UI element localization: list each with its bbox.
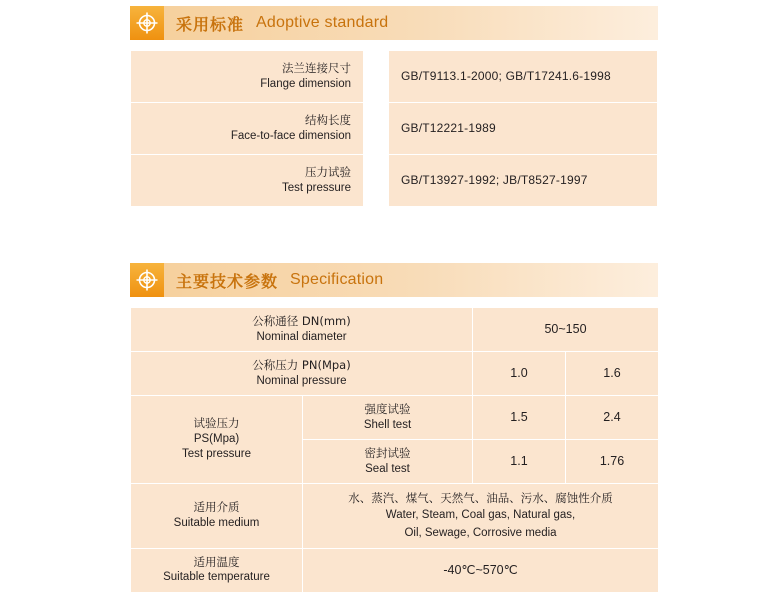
adoptive-standard-section [130,6,658,207]
label-en: Nominal pressure [256,374,347,387]
table-row [131,548,659,592]
label-en: Suitable temperature [163,571,270,584]
label-en: Suitable medium [173,517,260,529]
section-title-cn: 主要技术参数 [176,271,279,291]
row-label-seal-test [303,440,473,484]
label-en: Shell test [363,418,412,431]
column-gap [364,155,389,207]
label-cn: 强度试验 [364,402,411,417]
target-crosshair-icon [130,6,164,40]
value-nominal-diameter: 50~150 [473,308,659,352]
section-title-cn: 采用标准 [176,14,245,34]
table-row [131,308,659,352]
value-suitable-temperature: -40℃~570℃ [303,548,659,592]
section-header-standard [130,6,658,40]
row-label-flange [131,51,364,103]
column-gap [364,51,389,103]
value-seal-test-1: 1.1 [473,440,566,484]
value-seal-test-2: 1.76 [566,440,659,484]
row-label-nominal-pressure [131,352,473,396]
section-title-en: Adoptive standard [256,14,389,31]
label-en: Test pressure [281,181,351,194]
table-row [131,155,658,207]
value-nominal-pressure-2: 1.6 [566,352,659,396]
table-row [131,484,659,549]
adoptive-standard-table [130,50,658,207]
value-nominal-pressure-1: 1.0 [473,352,566,396]
row-label-suitable-temperature [131,548,303,592]
row-value-face-to-face: GB/T12221-1989 [389,103,658,155]
row-label-shell-test [303,396,473,440]
value-shell-test-1: 1.5 [473,396,566,440]
label-cn: 公称压力 PN(Mpa) [252,358,351,373]
label-en: Nominal diameter [256,330,347,343]
row-label-face-to-face [131,103,364,155]
table-row [131,51,658,103]
table-row [131,103,658,155]
label-en: Flange dimension [260,77,351,90]
label-cn: 适用介质 [193,500,240,515]
specification-section [130,263,658,593]
row-label-test-pressure [131,155,364,207]
label-cn: 适用温度 [193,554,240,569]
label-cn: 法兰连接尺寸 [282,60,351,75]
table-row [131,352,659,396]
row-value-test-pressure: GB/T13927-1992; JB/T8527-1997 [389,155,658,207]
section-title-en: Specification [290,271,384,288]
row-label-test-pressure [131,396,303,484]
label-cn: 公称通径 DN(mm) [252,314,351,328]
value-shell-test-2: 2.4 [566,396,659,440]
specification-table [130,307,659,593]
label-en: Seal test [365,462,410,475]
label-cn-2: PS(Mpa) [193,432,240,445]
value-en-line1: Water, Steam, Coal gas, Natural gas, [385,509,576,522]
section-header-spec [130,263,658,297]
row-value-flange: GB/T9113.1-2000; GB/T17241.6-1998 [389,51,658,103]
label-en: Test pressure [181,448,252,461]
label-en: Face-to-face dimension [230,129,351,142]
label-cn: 压力试验 [305,164,351,179]
table-row [131,396,659,440]
row-label-nominal-diameter [131,308,473,352]
label-cn: 试验压力 [193,416,240,431]
label-cn: 结构长度 [305,112,351,127]
value-suitable-medium [303,484,659,549]
row-label-suitable-medium [131,484,303,549]
target-crosshair-icon [130,263,164,297]
label-cn: 密封试验 [364,446,411,461]
column-gap [364,103,389,155]
value-en-line2: Oil, Sewage, Corrosive media [404,526,557,539]
value-cn: 水、蒸汽、煤气、天然气、油品、污水、腐蚀性介质 [348,491,613,506]
